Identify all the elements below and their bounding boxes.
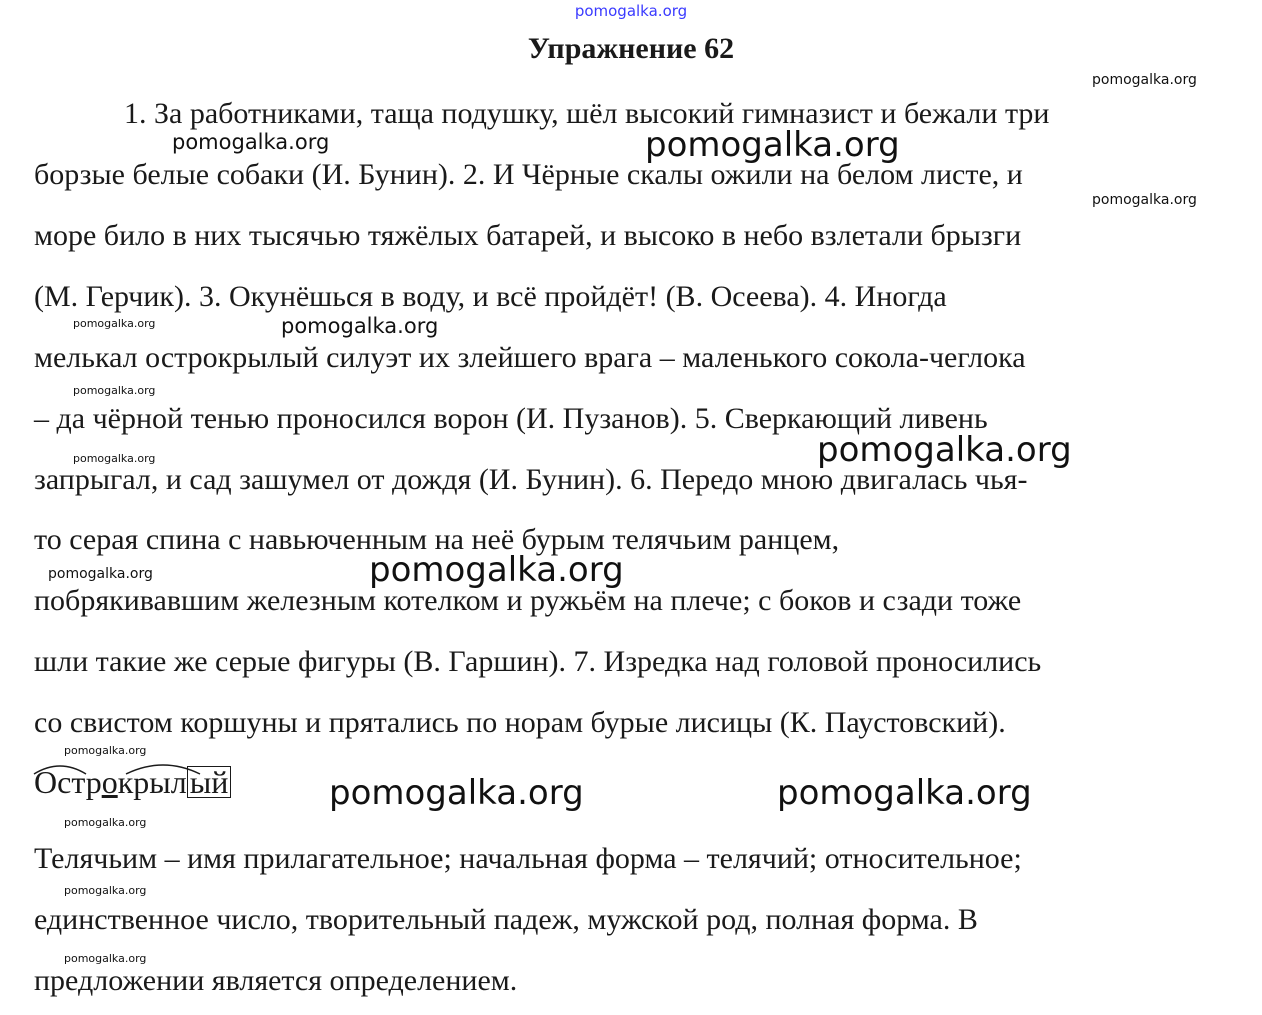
text-line-4: (М. Герчик). 3. Окунёшься в воду, и всё пройдёт! (В. Осеева). 4. Иногда: [34, 280, 947, 313]
text-line-7: запрыгал, и сад зашумел от дождя (И. Бунин). 6. Передо мною двигалась чья-: [34, 463, 1028, 496]
analysis-line-1: Телячьим – имя прилагательное; начальная форма – телячий; относительное;: [34, 842, 1022, 875]
watermark: pomogalka.org: [64, 884, 147, 897]
morpheme-connector: о: [101, 764, 118, 800]
text-line-6: – да чёрной тенью проносился ворон (И. Пузанов). 5. Сверкающий ливень: [34, 402, 988, 435]
watermark: pomogalka.org: [1092, 192, 1197, 208]
text-line-9: побрякивавшим железным котелком и ружьём на плече; с боков и сзади тоже: [34, 584, 1022, 617]
watermark: pomogalka.org: [64, 744, 147, 757]
watermark: pomogalka.org: [48, 566, 153, 582]
watermark: pomogalka.org: [777, 773, 1032, 813]
analysis-line-2: единственное число, творительный падеж, мужской род, полная форма. В: [34, 903, 978, 936]
watermark: pomogalka.org: [73, 317, 156, 330]
watermark: pomogalka.org: [281, 314, 439, 338]
watermark: pomogalka.org: [1092, 72, 1197, 88]
text-line-3: море било в них тысячью тяжёлых батарей, и высоко в небо взлетали брызги: [34, 219, 1022, 252]
morpheme-root: крыл: [117, 764, 187, 800]
analysis-line-3: предложении является определением.: [34, 964, 518, 997]
text-line-10: шли такие же серые фигуры (В. Гаршин). 7. Изредка над головой проносились: [34, 645, 1042, 678]
watermark: pomogalka.org: [817, 430, 1072, 470]
watermark: pomogalka.org: [73, 452, 156, 465]
text-line-2: борзые белые собаки (И. Бунин). 2. И Чёрные скалы ожили на белом листе, и: [34, 158, 1023, 191]
text-line-11: со свистом коршуны и прятались по норам бурые лисицы (К. Паустовский).: [34, 706, 1006, 739]
watermark: pomogalka.org: [369, 550, 624, 590]
watermark: pomogalka.org: [64, 816, 147, 829]
text-line-1: 1. За работниками, таща подушку, шёл высокий гимназист и бежали три: [124, 97, 1050, 130]
site-link[interactable]: pomogalka.org: [574, 2, 688, 20]
page-title: Упражнение 62: [527, 32, 735, 65]
text-line-8: то серая спина с навьюченным на неё бурым телячьим ранцем,: [34, 523, 840, 556]
watermark: pomogalka.org: [172, 130, 330, 154]
watermark: pomogalka.org: [645, 125, 900, 165]
watermark: pomogalka.org: [73, 384, 156, 397]
text-line-5: мелькал острокрылый силуэт их злейшего врага – маленького сокола-чеглока: [34, 341, 1026, 374]
morpheme-ending: ый: [187, 766, 232, 798]
watermark: pomogalka.org: [64, 952, 147, 965]
morpheme-prefix: Остр: [34, 764, 102, 800]
watermark: pomogalka.org: [329, 773, 584, 813]
morpheme-breakdown: [34, 764, 231, 801]
